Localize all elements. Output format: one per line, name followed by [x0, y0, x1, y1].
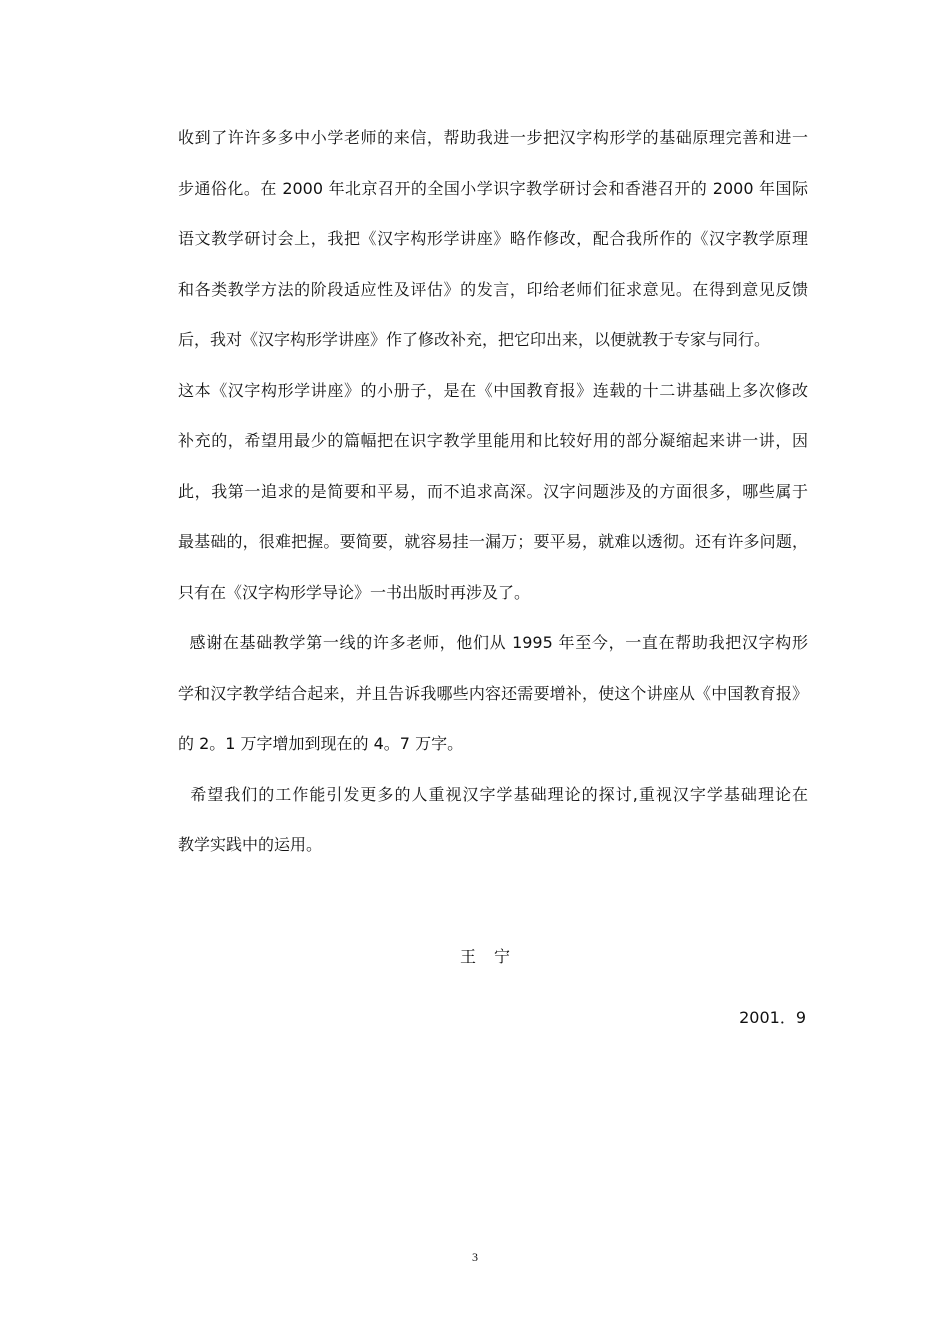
text-line: 感谢在基础教学第一线的许多老师，他们从 1995 年至今，一直在帮助我把汉字构形 — [178, 633, 808, 652]
author-signature: 王宁 — [459, 947, 528, 966]
text-line: 此，我第一追求的是简要和平易，而不追求高深。汉字问题涉及的方面很多，哪些属于 — [178, 481, 808, 501]
text-line: 步通俗化。在 2000 年北京召开的全国小学识字教学研讨会和香港召开的 2000 年国际 — [178, 178, 808, 198]
text-line: 只有在《汉字构形学导论》一书出版时再涉及了。 — [178, 582, 531, 602]
page-number: 3 — [472, 1250, 478, 1264]
paragraph-4 — [178, 775, 808, 876]
text-line: 最基础的，很难把握。要简要，就容易挂一漏万；要平易，就难以透彻。还有许多问题， — [178, 532, 808, 551]
text-line: 这本《汉字构形学讲座》的小册子，是在《中国教育报》连载的十二讲基础上多次修改 — [178, 380, 808, 400]
preface-body — [178, 118, 808, 876]
text-line: 和各类教学方法的阶段适应性及评估》的发言，印给老师们征求意见。在得到意见反馈 — [178, 279, 808, 299]
paragraph-3 — [178, 623, 808, 775]
paragraph-1 — [178, 118, 808, 371]
paragraph-2 — [178, 371, 808, 624]
text-line: 收到了许许多多中小学老师的来信，帮助我进一步把汉字构形学的基础原理完善和进一 — [178, 128, 808, 147]
date-line: 2001．9 — [739, 1008, 806, 1027]
text-line: 希望我们的工作能引发更多的人重视汉字学基础理论的探讨,重视汉字学基础理论在 — [178, 784, 808, 804]
text-line: 的 2。1 万字增加到现在的 4。7 万字。 — [178, 734, 464, 753]
text-line: 教学实践中的运用。 — [178, 835, 323, 854]
text-line: 学和汉字教学结合起来，并且告诉我哪些内容还需要增补，使这个讲座从《中国教育报》 — [178, 683, 808, 703]
text-line: 补充的，希望用最少的篇幅把在识字教学里能用和比较好用的部分凝缩起来讲一讲，因 — [178, 431, 808, 450]
text-line: 语文教学研讨会上，我把《汉字构形学讲座》略作修改，配合我所作的《汉字教学原理 — [178, 229, 808, 248]
text-line: 后，我对《汉字构形学讲座》作了修改补充，把它印出来，以便就教于专家与同行。 — [178, 330, 771, 349]
